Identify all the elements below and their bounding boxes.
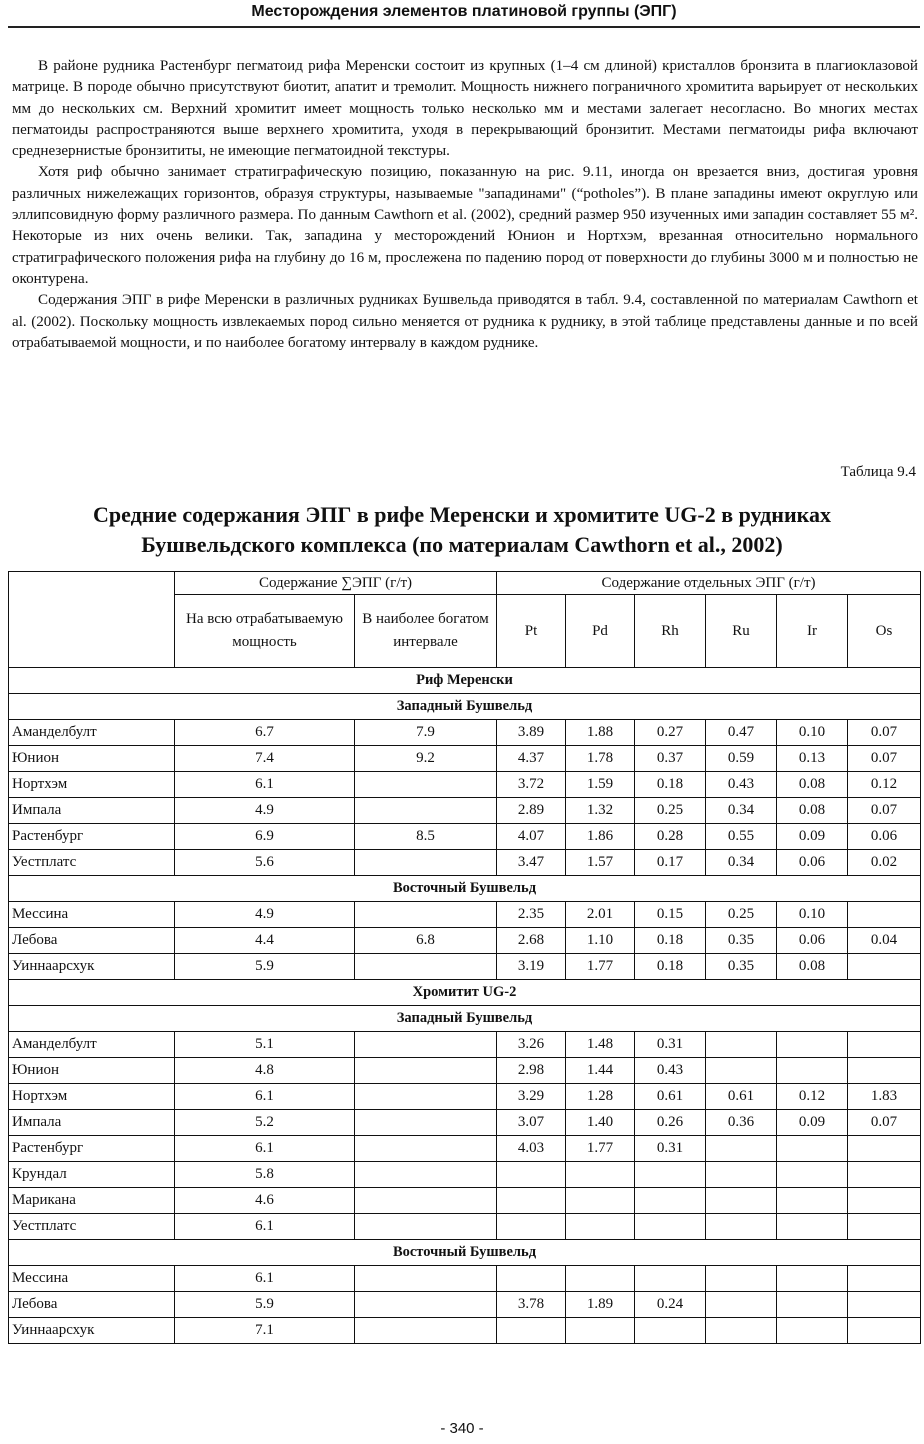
col-header-whole: На всю отрабатываемую мощность <box>175 595 355 668</box>
col-header-richest: В наиболее богатом интервале <box>355 595 497 668</box>
mine-name: Крундал <box>9 1162 175 1188</box>
table-cell <box>497 1214 566 1240</box>
mine-name: Мессина <box>9 1266 175 1292</box>
table-cell <box>355 1162 497 1188</box>
table-cell: 1.88 <box>566 720 635 746</box>
group-header-total: Содержание ∑ЭПГ (г/т) <box>175 572 497 595</box>
table-cell: 0.17 <box>635 850 706 876</box>
table-cell: 7.9 <box>355 720 497 746</box>
subsection-heading: Восточный Бушвельд <box>9 876 921 902</box>
table-row <box>9 1318 921 1344</box>
table-row <box>9 954 921 980</box>
table-cell: 0.13 <box>777 746 848 772</box>
mine-name: Лебова <box>9 928 175 954</box>
table-cell: 9.2 <box>355 746 497 772</box>
table-cell <box>777 1214 848 1240</box>
table-cell: 5.6 <box>175 850 355 876</box>
mine-name: Уиннаарсхук <box>9 954 175 980</box>
table-cell: 0.15 <box>635 902 706 928</box>
table-title-line: Бушвельдского комплекса (по материалам Cawthorn et al., 2002) <box>141 532 783 557</box>
mine-name: Уестплатс <box>9 850 175 876</box>
table-cell: 0.59 <box>706 746 777 772</box>
table-cell: 4.4 <box>175 928 355 954</box>
section-merensky-reef: Риф Меренски <box>9 668 921 694</box>
table-cell <box>777 1136 848 1162</box>
table-cell: 5.1 <box>175 1032 355 1058</box>
table-cell: 2.35 <box>497 902 566 928</box>
table-cell: 3.72 <box>497 772 566 798</box>
table-cell: 0.31 <box>635 1032 706 1058</box>
table-row <box>9 1214 921 1240</box>
table-cell <box>635 1214 706 1240</box>
table-cell <box>706 1188 777 1214</box>
table-cell: 5.2 <box>175 1110 355 1136</box>
table-cell <box>355 1058 497 1084</box>
table-cell <box>848 1162 921 1188</box>
table-cell <box>848 954 921 980</box>
table-cell <box>355 772 497 798</box>
table-row <box>9 928 921 954</box>
table-body <box>9 668 921 1344</box>
table-cell: 0.43 <box>706 772 777 798</box>
table-cell: 0.09 <box>777 824 848 850</box>
table-cell <box>355 1136 497 1162</box>
paragraph: Содержания ЭПГ в рифе Меренски в различных рудниках Бушвельда приводятся в табл. 9.4, составленной по материалам Cawthorn et al. (2002). Поскольку мощность извлекаемых пород сильно меняется от рудника к руднику, в этой таблице представлены данные и по всей отрабатываемой мощности, и по наиболее богатому интервалу в каждом руднике. <box>12 292 918 351</box>
table-cell <box>848 902 921 928</box>
table-cell: 0.55 <box>706 824 777 850</box>
table-cell: 1.77 <box>566 954 635 980</box>
table-cell <box>777 1292 848 1318</box>
table-cell: 1.28 <box>566 1084 635 1110</box>
table-cell: 0.12 <box>848 772 921 798</box>
col-header-ir: Ir <box>777 595 848 668</box>
table-cell <box>566 1318 635 1344</box>
table-cell <box>355 1318 497 1344</box>
table-cell <box>355 954 497 980</box>
table-cell: 1.89 <box>566 1292 635 1318</box>
table-row <box>9 1292 921 1318</box>
table-cell: 0.08 <box>777 772 848 798</box>
table-cell: 7.1 <box>175 1318 355 1344</box>
subsection-heading: Восточный Бушвельд <box>9 1240 921 1266</box>
table-cell: 0.06 <box>777 850 848 876</box>
table-cell: 0.12 <box>777 1084 848 1110</box>
table-cell <box>566 1188 635 1214</box>
table-cell <box>355 902 497 928</box>
table-cell <box>635 1266 706 1292</box>
table-cell: 0.28 <box>635 824 706 850</box>
table-cell: 6.1 <box>175 1136 355 1162</box>
mine-name: Нортхэм <box>9 1084 175 1110</box>
table-title <box>0 500 924 560</box>
table-row <box>9 1136 921 1162</box>
table-cell <box>497 1188 566 1214</box>
paragraph: Хотя риф обычно занимает стратиграфическую позицию, показанную на рис. 9.11, иногда он врезается вниз, достигая уровня различных нижележащих горизонтов, образуя структуры, называемые "западинами" (“potholes”). В плане западины имеют округлую или эллипсовидную форму различного размера. По данным Cawthorn et al. (2002), средний размер 950 изученных ими западин составляет 55 м². Некоторые из них очень велики. Так, западина у месторождений Юнион и Нортхэм, врезанная относительно нормального стратиграфического положения рифа на глубину до 16 м, прослежена по падению пород от поверхности до глубины 3000 м и полностью не оконтурена. <box>12 164 918 287</box>
corner-cell <box>9 572 175 668</box>
table-cell: 0.07 <box>848 1110 921 1136</box>
table-cell: 0.34 <box>706 798 777 824</box>
table-cell: 6.1 <box>175 1214 355 1240</box>
table-cell: 0.25 <box>706 902 777 928</box>
table-cell <box>355 1110 497 1136</box>
table-cell <box>777 1162 848 1188</box>
table-cell <box>706 1136 777 1162</box>
table-cell: 1.40 <box>566 1110 635 1136</box>
table-cell <box>706 1032 777 1058</box>
table-cell <box>706 1318 777 1344</box>
mine-name: Аманделбулт <box>9 1032 175 1058</box>
table-cell: 3.47 <box>497 850 566 876</box>
table-cell: 7.4 <box>175 746 355 772</box>
table-cell: 5.9 <box>175 1292 355 1318</box>
table-cell <box>706 1162 777 1188</box>
col-header-os: Os <box>848 595 921 668</box>
table-cell <box>635 1162 706 1188</box>
table-row <box>9 746 921 772</box>
table-cell <box>777 1032 848 1058</box>
table-cell: 1.86 <box>566 824 635 850</box>
paragraph: В районе рудника Растенбург пегматоид рифа Меренски состоит из крупных (1–4 см длиной) кристаллов бронзита в плагиоклазовой матрице. В породе обычно присутствуют биотит, апатит и тремолит. Мощность нижнего пограничного хромитита варьирует от нескольких мм до нескольких см. Верхний хромитит имеет мощность только несколько мм и местами залегает несогласно. Во многих местах пегматоиды распространяются выше верхнего хромитита, уходя в перекрывающий бронзитит. Местами пегматоиды рифа включают среднезернистые бронзититы, не имеющие пегматоидной текстуры. <box>12 58 918 160</box>
data-table <box>8 571 921 1344</box>
table-cell: 0.34 <box>706 850 777 876</box>
table-cell <box>848 1266 921 1292</box>
table-cell <box>355 798 497 824</box>
table-cell: 5.9 <box>175 954 355 980</box>
table-cell: 0.31 <box>635 1136 706 1162</box>
table-cell <box>848 1058 921 1084</box>
table-cell <box>706 1058 777 1084</box>
table-cell: 8.5 <box>355 824 497 850</box>
table-cell: 0.47 <box>706 720 777 746</box>
table-cell: 0.04 <box>848 928 921 954</box>
col-header-pt: Pt <box>497 595 566 668</box>
table-cell <box>706 1292 777 1318</box>
table-cell: 4.03 <box>497 1136 566 1162</box>
table-cell <box>566 1162 635 1188</box>
table-cell <box>355 1188 497 1214</box>
table-cell <box>355 1084 497 1110</box>
mine-name: Растенбург <box>9 824 175 850</box>
table-cell: 0.25 <box>635 798 706 824</box>
table-cell: 1.32 <box>566 798 635 824</box>
table-cell: 0.35 <box>706 928 777 954</box>
table-cell: 0.07 <box>848 798 921 824</box>
table-row <box>9 1032 921 1058</box>
table-cell <box>355 1292 497 1318</box>
table-cell: 2.68 <box>497 928 566 954</box>
section-ug2-chromitite: Хромитит UG-2 <box>9 980 921 1006</box>
table-cell: 3.78 <box>497 1292 566 1318</box>
table-cell <box>848 1136 921 1162</box>
table-cell: 3.07 <box>497 1110 566 1136</box>
page-number: - 340 - <box>440 1420 484 1437</box>
table-cell: 0.27 <box>635 720 706 746</box>
table-cell: 1.83 <box>848 1084 921 1110</box>
table-cell: 0.18 <box>635 772 706 798</box>
table-row <box>9 720 921 746</box>
table-cell <box>355 1214 497 1240</box>
table-cell: 0.36 <box>706 1110 777 1136</box>
table-cell: 5.8 <box>175 1162 355 1188</box>
table-cell <box>777 1318 848 1344</box>
table-cell <box>355 1266 497 1292</box>
mine-name: Аманделбулт <box>9 720 175 746</box>
table-cell <box>355 850 497 876</box>
table-cell: 6.1 <box>175 1084 355 1110</box>
table-cell: 0.07 <box>848 720 921 746</box>
table-cell <box>706 1214 777 1240</box>
table-row <box>9 1188 921 1214</box>
mine-name: Юнион <box>9 746 175 772</box>
table-cell: 0.35 <box>706 954 777 980</box>
mine-name: Уиннаарсхук <box>9 1318 175 1344</box>
subsection-heading: Западный Бушвельд <box>9 1006 921 1032</box>
table-cell: 0.09 <box>777 1110 848 1136</box>
subsection-heading: Западный Бушвельд <box>9 694 921 720</box>
table-cell: 0.61 <box>635 1084 706 1110</box>
group-header-individual: Содержание отдельных ЭПГ (г/т) <box>497 572 921 595</box>
table-row <box>9 1266 921 1292</box>
table-cell: 2.89 <box>497 798 566 824</box>
table-cell: 6.9 <box>175 824 355 850</box>
mine-name: Мессина <box>9 902 175 928</box>
table-cell: 3.19 <box>497 954 566 980</box>
table-cell: 2.98 <box>497 1058 566 1084</box>
mine-name: Марикана <box>9 1188 175 1214</box>
table-cell <box>848 1032 921 1058</box>
table-cell <box>566 1214 635 1240</box>
table-cell <box>777 1058 848 1084</box>
table-cell: 3.26 <box>497 1032 566 1058</box>
table-cell <box>706 1266 777 1292</box>
table-cell: 0.18 <box>635 928 706 954</box>
table-cell: 4.37 <box>497 746 566 772</box>
table-cell: 4.6 <box>175 1188 355 1214</box>
table-cell: 6.7 <box>175 720 355 746</box>
table-cell: 0.02 <box>848 850 921 876</box>
table-cell: 3.29 <box>497 1084 566 1110</box>
table-row <box>9 824 921 850</box>
table-row <box>9 1162 921 1188</box>
table-cell: 0.10 <box>777 720 848 746</box>
table-cell: 1.59 <box>566 772 635 798</box>
table-cell <box>848 1188 921 1214</box>
mine-name: Лебова <box>9 1292 175 1318</box>
table-row <box>9 850 921 876</box>
table-cell <box>777 1188 848 1214</box>
table-cell: 0.08 <box>777 954 848 980</box>
table-cell: 0.24 <box>635 1292 706 1318</box>
col-header-pd: Pd <box>566 595 635 668</box>
table-cell <box>497 1318 566 1344</box>
table-cell <box>566 1266 635 1292</box>
table-cell: 1.57 <box>566 850 635 876</box>
table-cell: 4.9 <box>175 902 355 928</box>
table-cell: 1.44 <box>566 1058 635 1084</box>
col-header-ru: Ru <box>706 595 777 668</box>
table-cell: 0.26 <box>635 1110 706 1136</box>
table-cell <box>848 1214 921 1240</box>
table-cell <box>497 1266 566 1292</box>
table-row <box>9 798 921 824</box>
body-text <box>12 56 918 354</box>
mine-name: Юнион <box>9 1058 175 1084</box>
table-cell: 0.18 <box>635 954 706 980</box>
table-cell: 0.37 <box>635 746 706 772</box>
table-cell: 1.48 <box>566 1032 635 1058</box>
table-cell: 0.07 <box>848 746 921 772</box>
table-cell <box>355 1032 497 1058</box>
table-cell: 4.8 <box>175 1058 355 1084</box>
table-row <box>9 902 921 928</box>
mine-name: Нортхэм <box>9 772 175 798</box>
table-cell: 2.01 <box>566 902 635 928</box>
table-cell: 4.9 <box>175 798 355 824</box>
table-cell: 6.8 <box>355 928 497 954</box>
table-cell <box>777 1266 848 1292</box>
table-title-line: Средние содержания ЭПГ в рифе Меренски и хромитите UG-2 в рудниках <box>93 502 831 527</box>
table-cell: 0.06 <box>848 824 921 850</box>
table-cell: 0.06 <box>777 928 848 954</box>
table-row <box>9 1058 921 1084</box>
table-row <box>9 772 921 798</box>
mine-name: Импала <box>9 1110 175 1136</box>
table-cell: 1.10 <box>566 928 635 954</box>
running-title: Месторождения элементов платиновой группы (ЭПГ) <box>8 0 920 28</box>
table-cell: 6.1 <box>175 772 355 798</box>
table-label: Таблица 9.4 <box>840 464 916 480</box>
table-cell <box>848 1292 921 1318</box>
table-cell <box>848 1318 921 1344</box>
table-cell: 3.89 <box>497 720 566 746</box>
table-cell: 1.77 <box>566 1136 635 1162</box>
table-cell: 1.78 <box>566 746 635 772</box>
table-cell: 6.1 <box>175 1266 355 1292</box>
table-cell: 0.61 <box>706 1084 777 1110</box>
mine-name: Уестплатс <box>9 1214 175 1240</box>
mine-name: Растенбург <box>9 1136 175 1162</box>
table-cell <box>635 1318 706 1344</box>
mine-name: Импала <box>9 798 175 824</box>
table-row <box>9 1110 921 1136</box>
col-header-rh: Rh <box>635 595 706 668</box>
table-cell <box>497 1162 566 1188</box>
table-cell: 4.07 <box>497 824 566 850</box>
table-cell <box>635 1188 706 1214</box>
table-cell: 0.10 <box>777 902 848 928</box>
table-cell: 0.43 <box>635 1058 706 1084</box>
table-row <box>9 1084 921 1110</box>
table-cell: 0.08 <box>777 798 848 824</box>
